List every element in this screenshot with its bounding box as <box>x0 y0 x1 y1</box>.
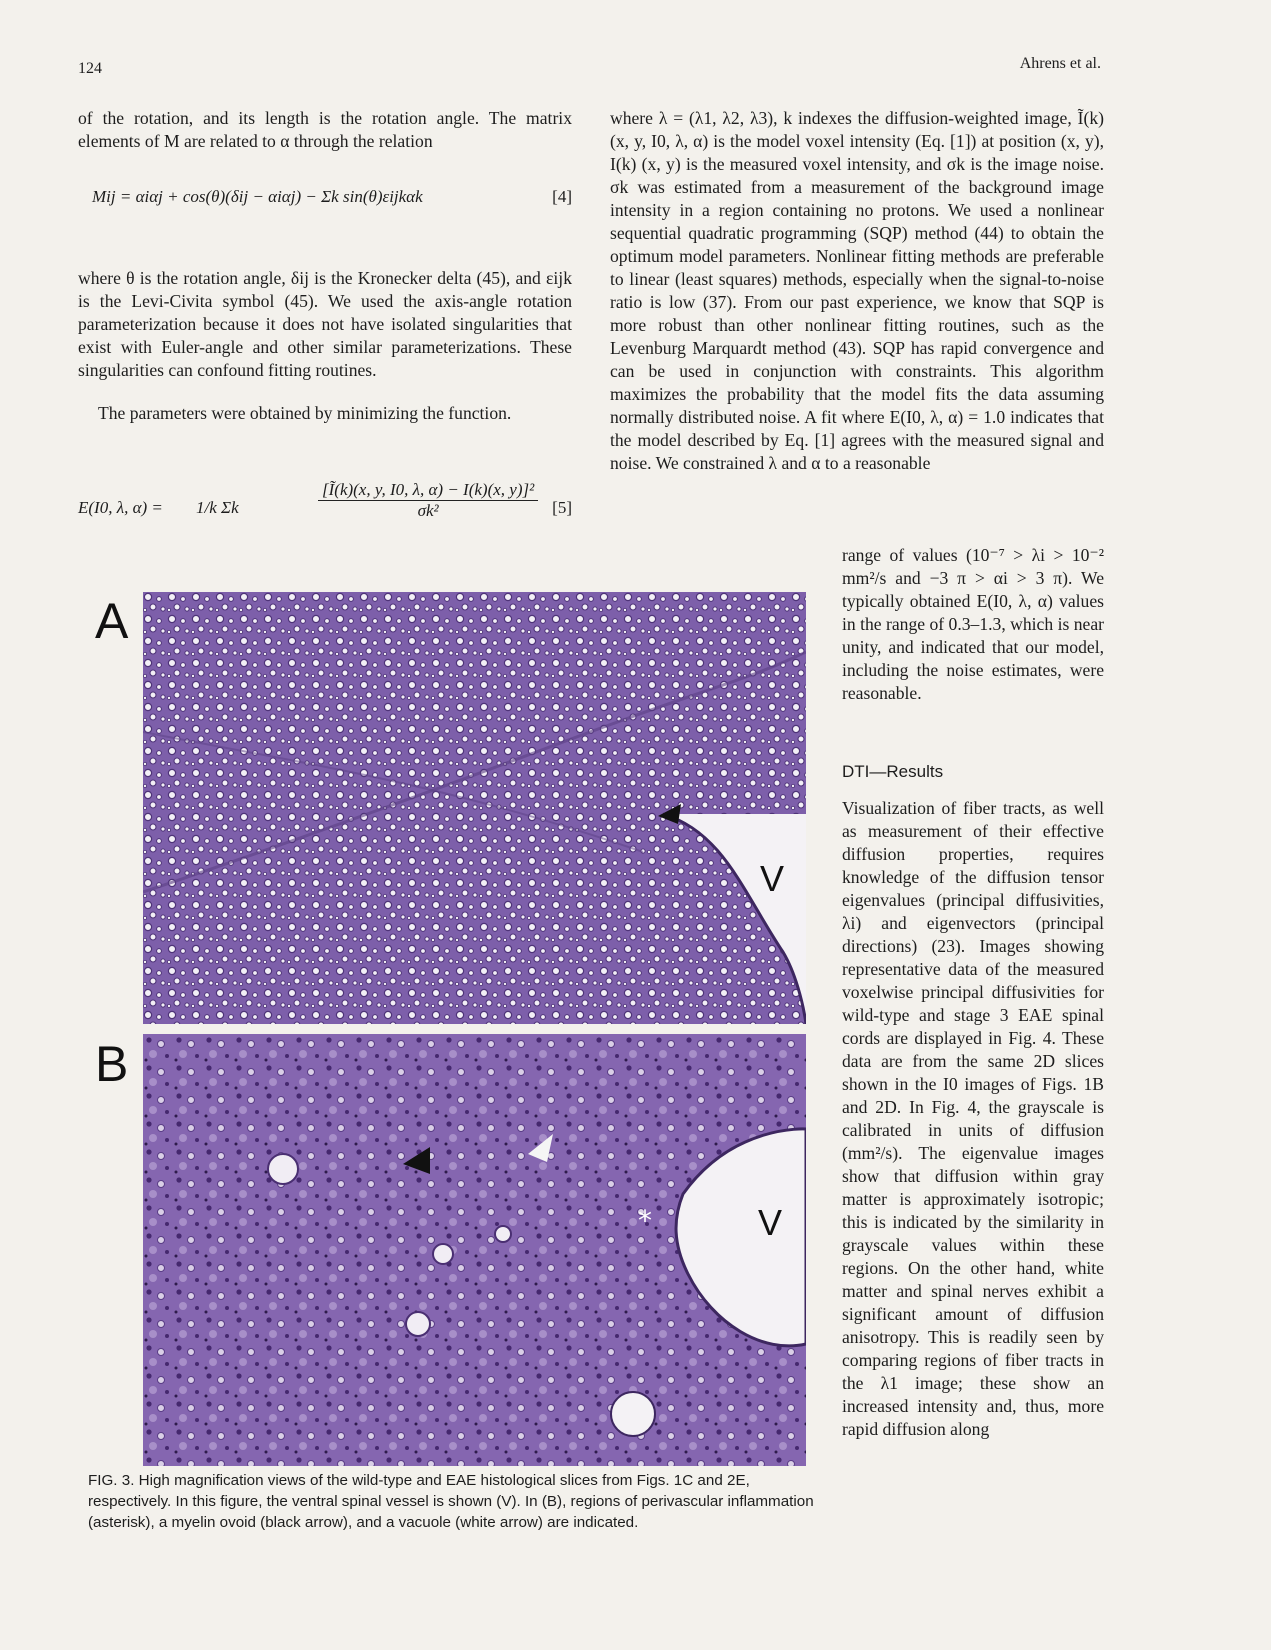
equation-5-numerator: [Ĩ(k)(x, y, I0, λ, α) − I(k)(x, y)]² <box>318 480 538 501</box>
micrograph-panel-a <box>143 592 806 1024</box>
svg-text:*: * <box>638 1204 652 1237</box>
vessel-label-a: V <box>760 858 785 899</box>
equation-4-body: Mij = αiαj + cos(θ)(δij − αiαj) − Σk sin(θ)εijkαk <box>92 187 423 206</box>
micrograph-a-svg <box>143 592 806 1024</box>
micrograph-panel-b <box>143 1034 806 1466</box>
left-para-3: The parameters were obtained by minimizing the function. <box>98 403 512 423</box>
equation-5-number: [5] <box>552 498 572 517</box>
right-para-narrow: range of values (10⁻⁷ > λi > 10⁻² mm²/s and −3 π > αi > 3 π). We typically obtained E(I0, λ, α) values in the range of 0.3–1.3, which is near unity, and indicated that our model, including the noise estimates, were reasonable. <box>842 545 1104 703</box>
page-number: 124 <box>78 60 102 77</box>
micrograph-b-svg <box>143 1034 806 1466</box>
equation-5 <box>78 480 572 540</box>
equation-4-number: [4] <box>552 187 572 206</box>
right-para-top: where λ = (λ1, λ2, λ3), k indexes the diffusion-weighted image, Ĩ(k) (x, y, I0, λ, α) is the model voxel intensity (Eq. [1]) at position (x, y), I(k) (x, y) is the measured voxel intensity, and σk is the image noise. σk was estimated from a measurement of the background image intensity in a region containing no protons. We used a nonlinear sequential quadratic programming (SQP) method (44) to obtain the optimum model parameters. Nonlinear fitting methods are preferable to linear (least squares) methods, especially when the signal-to-noise ratio is low (37). From our past experience, we know that SQP is more robust than other nonlinear fitting routines, such as the Levenburg Marquardt method (43). SQP has rapid convergence and can be used in conjunction with constraints. This algorithm maximizes the probability that the model fits the data assuming normally distributed noise. A fit where E(I0, λ, α) = 1.0 indicates that the model described by Eq. [1] agrees with the measured signal and noise. We constrained λ and α to a reasonable <box>610 108 1104 473</box>
left-para-1: of the rotation, and its length is the rotation angle. The matrix elements of M are related to α through the relation <box>78 108 572 151</box>
left-para-2: where θ is the rotation angle, δij is the Kronecker delta (45), and εijk is the Levi-Civita symbol (45). We used the axis-angle rotation parameterization because it does not have isolated singularities that exist with Euler-angle and other similar parameterizations. These singularities can confound fitting routines. <box>78 268 572 380</box>
equation-5-lhs: E(I0, λ, α) = <box>78 498 163 517</box>
equation-5-fraction <box>318 480 538 521</box>
section-heading: DTI—Results <box>842 762 944 781</box>
running-head: Ahrens et al. <box>1019 55 1101 72</box>
results-para: Visualization of fiber tracts, as well as measurement of their effective diffusion properties, requires knowledge of the diffusion tensor eigenvalues (principal diffusivities, λi) and eigenvectors (principal directions) (23). Images showing representative data of the measured voxelwise principal diffusivities for wild-type and stage 3 EAE spinal cords are displayed in Fig. 4. These data are from the same 2D slices shown in the I0 images of Figs. 1B and 2D. In Fig. 4, the grayscale is calibrated in units of diffusion (mm²/s). The eigenvalue images show that diffusion within gray matter is approximately isotropic; this is indicated by the similarity in grayscale values within these regions. On the other hand, white matter and spinal nerves exhibit a significant amount of diffusion anisotropy. This is readily seen by comparing regions of fiber tracts in the λ1 image; these show an increased intensity and, thus, more rapid diffusion along <box>842 798 1104 1439</box>
panel-b-label: B <box>95 1036 129 1092</box>
panel-a-label: A <box>95 593 129 649</box>
equation-4 <box>92 187 572 207</box>
vessel-label-b: V <box>758 1202 783 1243</box>
equation-5-sum: 1/k Σk <box>196 498 239 517</box>
equation-5-denominator: σk² <box>417 501 439 520</box>
figure-caption: FIG. 3. High magnification views of the wild-type and EAE histological slices from Figs. 1C and 2E, respectively. In this figure, the ventral spinal vessel is shown (V). In (B), regions of perivascular inflammation (asterisk), a myelin ovoid (black arrow), and a vacuole (white arrow) are indicated. <box>88 1472 814 1531</box>
